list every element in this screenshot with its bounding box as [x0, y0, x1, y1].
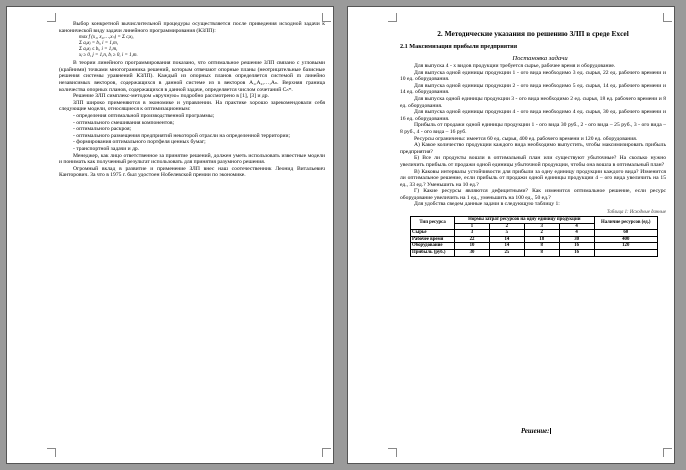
- table-cell: 2: [524, 230, 559, 237]
- list-item: - оптимального смешивания компонентов;: [73, 120, 325, 127]
- paragraph: Г) Какие ресурсы являются дефицитными? Как изменится оптимальное решение, если ресурс оборудование увеличить на 1 ед., уменьшить на 100 ед., 50 ед.?: [400, 188, 666, 201]
- paragraph: Для выпуска одной единицы продукции 1 - ого вида необходимо 3 ед. сырья, 22 ед. рабочего времени и 10 ед. оборудования.: [400, 69, 666, 83]
- paragraph: Выбор конкретной вычислительной процедуры осуществляется после приведения исходной задачи к канонической виду задачи линейного программирования (КЗЛП):: [59, 21, 325, 34]
- formula-line: max f (x₁, x₂,…,xₙ) = Σ cⱼxⱼ,: [79, 35, 134, 41]
- table-cell: Прибыль (руб.): [411, 250, 455, 257]
- table-header-cell: Наличие ресурсов (ед.): [594, 217, 657, 230]
- solution-heading: [521, 428, 551, 435]
- table-header-row: [411, 217, 658, 224]
- formula-line: Σ aᵢⱼxⱼ ≤ bᵢ, i = 1,m,: [79, 47, 118, 53]
- crop-mark: [322, 448, 331, 457]
- crop-mark: [47, 448, 56, 457]
- table-row: [411, 230, 658, 237]
- paragraph: Для выпуска одной единицы продукции 4 - ого вида необходимо 4 ед. сырья, 30 ед. рабочего времени и 16 ед. оборудования.: [400, 109, 666, 122]
- list-item: - оптимального раскроя;: [73, 126, 325, 133]
- paragraph: А) Какое количество продукции каждого вида необходимо выпустить, чтобы максимизировать прибыль предприятия?: [400, 142, 666, 155]
- paragraph: Менеджер, как лицо ответственное за принятие решений, должен уметь использовать известные модели и понимать как полученный результат использовать для принятия разумного решения.: [59, 152, 325, 166]
- table-row: [411, 236, 658, 243]
- document-page-right: [347, 6, 675, 464]
- crop-mark: [663, 13, 672, 22]
- paragraph: Для выпуска 4 - x видов продукции требуется сырье, рабочее время и оборудование.: [414, 63, 616, 69]
- section-title: 2. Методические указания по решению ЗЛП в среде Excel: [437, 29, 629, 38]
- table-cell: 400: [594, 236, 657, 243]
- paragraph: Для удобства сведем данные задачи в следующую таблицу 1:: [414, 201, 560, 208]
- crop-mark: [388, 13, 397, 22]
- table-header-cell: 2: [489, 223, 524, 230]
- table-header-cell: 3: [524, 223, 559, 230]
- paragraph: Огромный вклад в развитие и применение ЗЛП внес наш соотечественник Леонид Витальевич Канторович. За что в 1975 г. был удостоен Нобелевской премии по экономике.: [59, 165, 325, 179]
- paragraph: ЗЛП широко применяются в экономике и управлении. На практике хорошо зарекомендовали себя следующие модели, относящиеся к оптимизационным:: [59, 99, 325, 113]
- table-cell: 30: [559, 236, 594, 243]
- table-cell: Сырье: [411, 230, 455, 237]
- paragraph: Прибыль от продажи одной единицы продукции 1 - ого вида 30 руб., 2 - ого вида – 25 руб., 3 - ого вида – 8 руб., 4 - ого вида – 16 руб.: [400, 122, 666, 135]
- table-cell: Рабочее время: [411, 236, 455, 243]
- table-cell: 30: [455, 250, 490, 257]
- table-cell: 16: [559, 243, 594, 250]
- text-cursor: [550, 428, 551, 434]
- table-cell: 16: [559, 250, 594, 257]
- crop-mark: [388, 448, 397, 457]
- table-header-cell: Тип ресурса: [411, 217, 455, 230]
- paragraph: Решение ЗЛП симплекс-методом «вручную» подробно рассмотрено в [1], [3] и др.: [73, 93, 269, 100]
- table-cell: 18: [524, 236, 559, 243]
- table-cell: 14: [489, 243, 524, 250]
- table-cell: [594, 250, 657, 257]
- paragraph: Для выпуска одной единицы продукции 3 - ого вида необходимо 2 ед. сырья, 18 ед. рабочего времени и 8 ед. оборудования.: [400, 95, 666, 109]
- table-cell: 3: [455, 230, 490, 237]
- table-cell: 22: [455, 236, 490, 243]
- table-cell: Оборудование: [411, 243, 455, 250]
- table-cell: 4: [559, 230, 594, 237]
- document-page-left: [6, 6, 334, 464]
- table-cell: 8: [524, 243, 559, 250]
- table-header-cell: 4: [559, 223, 594, 230]
- list-item: - формирования оптимального портфеля ценных бумаг;: [73, 139, 325, 146]
- list-item: - транспортной задачи и др.: [73, 146, 325, 153]
- resource-table: [410, 216, 658, 257]
- formula-line: xⱼ ≥ 0, j = 1,n, bᵢ ≥ 0, i = 1,m.: [79, 53, 138, 59]
- table-header-cell: Нормы затрат ресурсов на одну единицу продукции: [455, 217, 594, 224]
- table-cell: 120: [594, 243, 657, 250]
- table-row: [411, 243, 658, 250]
- solution-label: Решение:: [521, 428, 550, 435]
- page-content: [59, 21, 325, 449]
- paragraph: В теории линейного программирования показано, что оптимальное решение ЗЛП связано с угловыми (крайними) точками многогранника решений, которым отвечают опорные планы (неотрицательные базисные решения системы уравнений КЗЛП). Каждый из опорных планов определяется системой m линейно независимых векторов, содержащихся в данной системе из n векторов A₁,A₂,…,Aₙ. Верхняя граница количества опорных планов, содержащихся в данной задаче, определяется числом сочетаний Cₙᵐ.: [59, 60, 325, 93]
- table-cell: 8: [524, 250, 559, 257]
- kzlp-formula: [79, 35, 325, 59]
- paragraph: Для выпуска одной единицы продукции 2 - ого вида необходимо 5 ед. сырья, 14 ед. рабочего времени и 14 ед. оборудования.: [400, 82, 666, 96]
- table-cell: 60: [594, 230, 657, 237]
- table-header-cell: 1: [455, 223, 490, 230]
- page-content: [400, 29, 666, 453]
- table-row: [411, 250, 658, 257]
- list-item: - оптимального размещения предприятий некоторой отрасли на определенной территории;: [73, 133, 325, 140]
- table-cell: 5: [489, 230, 524, 237]
- task-title: Постановка задачи: [512, 55, 568, 62]
- list-item: - определения оптимальной производственной программы;: [73, 113, 325, 120]
- paragraph: Б) Все ли продукты вошли в оптимальный план или существуют убыточные? На сколько нужно увеличить прибыль от продажи одной единицы убыточной продукции, чтобы она вошла в оптимальный план?: [400, 155, 666, 168]
- table-cell: 10: [455, 243, 490, 250]
- model-list: [59, 113, 325, 153]
- table-cell: 14: [489, 236, 524, 243]
- crop-mark: [47, 13, 56, 22]
- table-caption: Таблица 1: Исходные данные: [606, 210, 666, 216]
- table-cell: 25: [489, 250, 524, 257]
- formula-line: Σ aᵢⱼxⱼ = bᵢ, i = 1,m,: [79, 41, 119, 47]
- paragraph: Ресурсы ограничены: имеется 60 ед. сырья, 400 ед. рабочего времени и 120 ед. оборудования.: [414, 135, 638, 142]
- subsection-title: 2.1 Максимизация прибыли предприятия: [400, 43, 518, 50]
- paragraph: В) Каковы интервалы устойчивости для прибыли за одну единицу продукции каждого вида? Изменится ли оптимальное решение, если прибыль от продажи одной единицы продукции 4 – ого вида увеличить на 15 ед., 33 ед.? Уменьшить на 10 ед.?: [400, 168, 666, 188]
